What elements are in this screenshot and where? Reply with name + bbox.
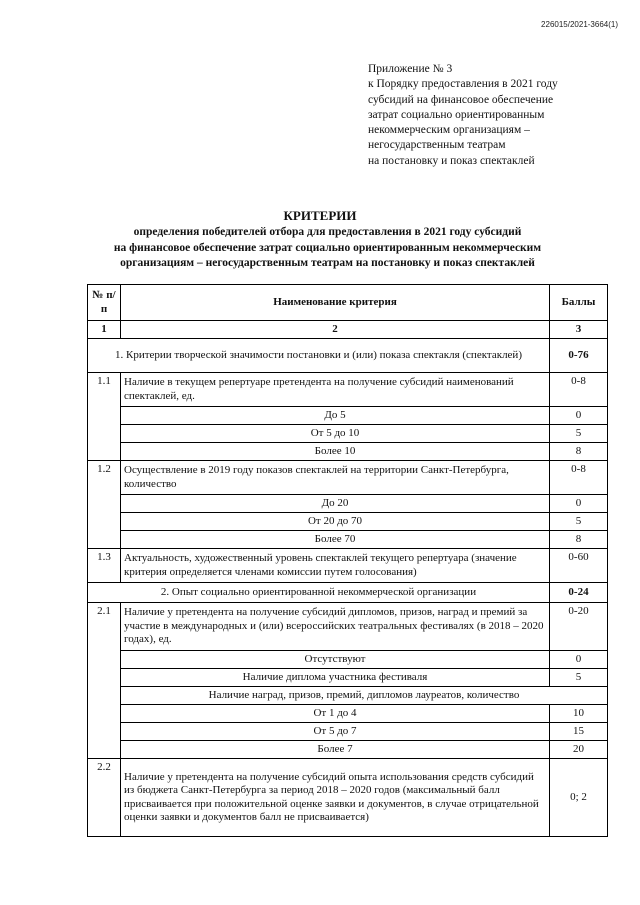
option-label: До 5	[121, 407, 550, 425]
subheading: Наличие наград, призов, премий, дипломов лауреатов, количество	[121, 687, 608, 705]
appendix-line: некоммерческим организациям –	[368, 124, 530, 137]
option-label: От 5 до 7	[121, 723, 550, 741]
document-id: 226015/2021-3664(1)	[541, 20, 618, 29]
table-row	[88, 373, 608, 407]
document-subtitle	[40, 225, 615, 272]
table-numbering-row	[88, 321, 608, 339]
appendix-line: негосударственным театрам	[368, 139, 506, 152]
option-score: 8	[550, 443, 608, 461]
section-row	[88, 339, 608, 373]
header-num: № п/п	[88, 285, 121, 321]
criterion-text: Наличие у претендента на получение субсидий дипломов, призов, наград и премий за участие в международных и (или) всероссийских театральных фестивалях (в 2018 – 2020 годах), ед.	[121, 603, 550, 651]
option-label: До 20	[121, 495, 550, 513]
document-title: КРИТЕРИИ	[283, 208, 357, 223]
option-row	[88, 651, 608, 669]
subheading-row	[88, 687, 608, 705]
criterion-score: 0; 2	[550, 759, 608, 837]
criterion-number: 1.2	[88, 461, 121, 549]
table-header-row	[88, 285, 608, 321]
numbering-cell: 1	[88, 321, 121, 339]
criterion-text: Актуальность, художественный уровень спектаклей текущего репертуара (значение критерия определяется членами комиссии путем голосования)	[121, 549, 550, 583]
table-row	[88, 549, 608, 583]
option-row	[88, 741, 608, 759]
appendix-line: к Порядку предоставления в 2021 году	[368, 78, 558, 91]
option-row	[88, 425, 608, 443]
option-row	[88, 531, 608, 549]
criterion-number: 2.2	[88, 759, 121, 837]
section-score: 0-24	[550, 583, 608, 603]
option-score: 8	[550, 531, 608, 549]
appendix-line: субсидий на финансовое обеспечение	[368, 93, 554, 106]
option-row	[88, 407, 608, 425]
table-row	[88, 759, 608, 837]
option-score: 0	[550, 651, 608, 669]
option-label: Более 70	[121, 531, 550, 549]
criterion-text: Осуществление в 2019 году показов спектаклей на территории Санкт-Петербурга, количество	[121, 461, 550, 495]
criterion-score: 0-60	[550, 549, 608, 583]
table-row	[88, 461, 608, 495]
appendix-line: на постановку и показ спектаклей	[368, 154, 535, 167]
subtitle-line: организациям – негосударственным театрам на постановку и показ спектаклей	[120, 257, 535, 269]
section-title: 1. Критерии творческой значимости постановки и (или) показа спектакля (спектаклей)	[88, 339, 550, 373]
option-label: От 1 до 4	[121, 705, 550, 723]
option-row	[88, 723, 608, 741]
option-score: 5	[550, 669, 608, 687]
numbering-cell: 2	[121, 321, 550, 339]
numbering-cell: 3	[550, 321, 608, 339]
criterion-number: 1.3	[88, 549, 121, 583]
subtitle-line: определения победителей отбора для предоставления в 2021 году субсидий	[133, 226, 522, 238]
option-score: 5	[550, 425, 608, 443]
option-score: 20	[550, 741, 608, 759]
section-score: 0-76	[550, 339, 608, 373]
header-name: Наименование критерия	[121, 285, 550, 321]
criterion-score: 0-20	[550, 603, 608, 651]
appendix-line: Приложение № 3	[368, 63, 453, 75]
option-score: 0	[550, 495, 608, 513]
option-label: Наличие диплома участника фестиваля	[121, 669, 550, 687]
option-score: 0	[550, 407, 608, 425]
subtitle-line: на финансовое обеспечение затрат социально ориентированным некоммерческим	[113, 241, 542, 254]
option-score: 10	[550, 705, 608, 723]
option-label: Более 10	[121, 443, 550, 461]
criterion-number: 1.1	[88, 373, 121, 461]
option-score: 15	[550, 723, 608, 741]
option-label: От 20 до 70	[121, 513, 550, 531]
option-row	[88, 513, 608, 531]
option-row	[88, 669, 608, 687]
option-score: 5	[550, 513, 608, 531]
table-row	[88, 603, 608, 651]
option-row	[88, 495, 608, 513]
option-label: Отсутствуют	[121, 651, 550, 669]
section-row	[88, 583, 608, 603]
option-row	[88, 443, 608, 461]
option-label: Более 7	[121, 741, 550, 759]
criterion-text: Наличие у претендента на получение субсидий опыта использования средств субсидий из бюджета Санкт-Петербурга за период 2018 – 2020 годов (максимальный балл присваивается при положительной оценке заявки и документов, в случае отрицательной оценки заявки и документов балл не присваивается)	[121, 759, 550, 837]
criterion-score: 0-8	[550, 461, 608, 495]
criterion-score: 0-8	[550, 373, 608, 407]
appendix-header	[368, 62, 618, 169]
criterion-text: Наличие в текущем репертуаре претендента на получение субсидий наименований спектаклей, ед.	[121, 373, 550, 407]
header-score: Баллы	[550, 285, 608, 321]
section-title: 2. Опыт социально ориентированной некоммерческой организации	[88, 583, 550, 603]
appendix-line: затрат социально ориентированным	[368, 108, 545, 121]
option-row	[88, 705, 608, 723]
criterion-number: 2.1	[88, 603, 121, 759]
criteria-table	[87, 284, 608, 837]
option-label: От 5 до 10	[121, 425, 550, 443]
